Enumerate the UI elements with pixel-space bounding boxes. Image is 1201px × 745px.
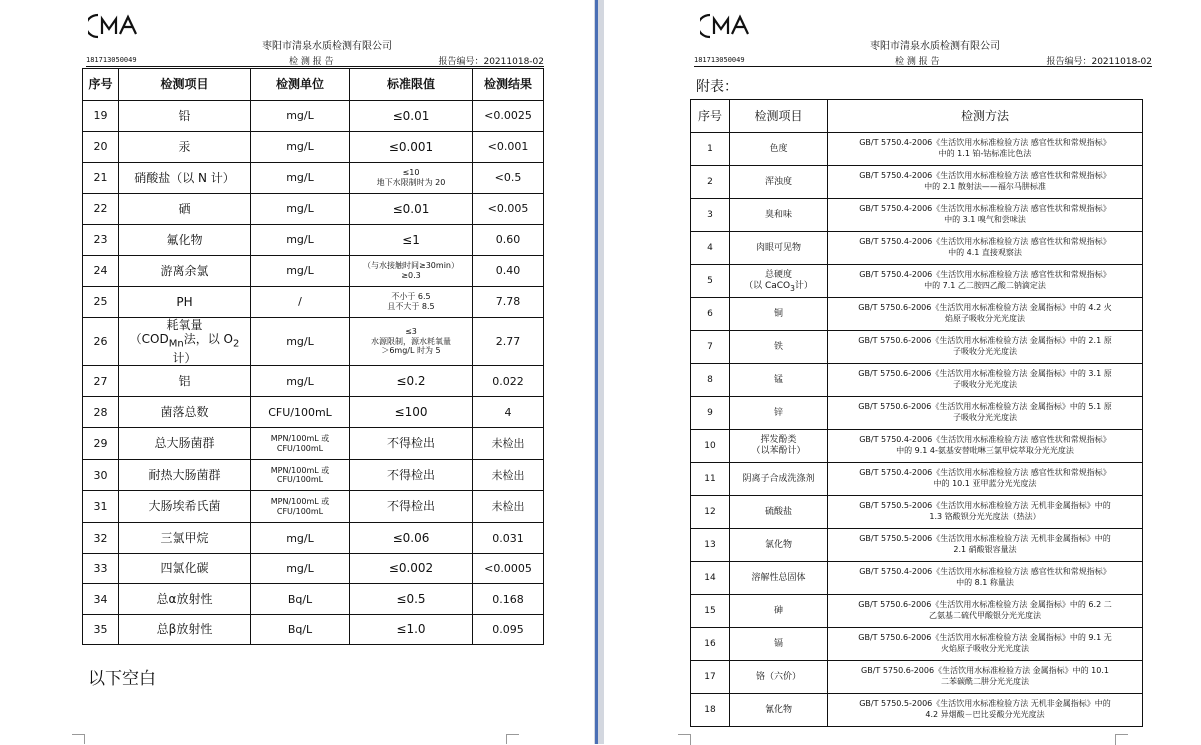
item-name: 阴离子合成洗涤剂 — [730, 463, 828, 496]
table-row — [691, 562, 1143, 595]
item-name: 大肠埃希氏菌 — [119, 491, 251, 523]
unit-value: mg/L — [251, 194, 350, 225]
unit-value: mg/L — [251, 554, 350, 584]
table-row — [691, 298, 1143, 331]
report-title: 检 测 报 告 — [895, 57, 940, 67]
limit-value: 不小于 6.5 且不大于 8.5 — [350, 287, 473, 318]
table-row — [691, 661, 1143, 694]
limit-value: ≤3 水源限制，源水耗氧量 ＞6mg/L 时为 5 — [350, 318, 473, 366]
item-name: 三氯甲烷 — [119, 523, 251, 554]
limit-value: ≤1.0 — [350, 615, 473, 645]
table-row — [691, 430, 1143, 463]
table-row — [691, 595, 1143, 628]
row-number: 4 — [691, 232, 730, 265]
results-table-header — [83, 69, 544, 101]
table-row — [83, 101, 544, 132]
cert-code: 181713050049 — [694, 56, 745, 64]
method-text: GB/T 5750.6-2006《生活饮用水标准检验方法 金属指标》中的 9.1 无 火焰原子吸收分光光度法 — [828, 628, 1143, 661]
item-name: 铅 — [119, 101, 251, 132]
cert-code: 181713050049 — [86, 56, 137, 64]
report-number: 报告编号：20211018-02 — [1046, 57, 1152, 67]
item-name: 臭和味 — [730, 199, 828, 232]
table-row — [691, 199, 1143, 232]
item-subscript: Mn — [168, 338, 184, 350]
result-value: 0.031 — [473, 523, 544, 554]
row-number: 22 — [83, 194, 119, 225]
method-text: GB/T 5750.6-2006《生活饮用水标准检验方法 金属指标》中的 2.1 原 子吸收分光光度法 — [828, 331, 1143, 364]
unit-value: mg/L — [251, 101, 350, 132]
table-row — [691, 232, 1143, 265]
limit-value: 不得检出 — [350, 491, 473, 523]
method-text: GB/T 5750.5-2006《生活饮用水标准检验方法 无机非金属指标》中的 4.2 异烟酸－巴比妥酸分光光度法 — [828, 694, 1143, 727]
item-name: 浑浊度 — [730, 166, 828, 199]
item-name-part: 法，以 O — [183, 332, 233, 347]
row-number: 2 — [691, 166, 730, 199]
row-number: 17 — [691, 661, 730, 694]
result-value: <0.005 — [473, 194, 544, 225]
table-row — [83, 460, 544, 491]
item-name: 铁 — [730, 331, 828, 364]
header-limit: 标准限值 — [350, 69, 473, 101]
limit-value: ≤0.01 — [350, 101, 473, 132]
header-rule — [86, 66, 544, 67]
item-name: 氰化物 — [730, 694, 828, 727]
row-number: 28 — [83, 397, 119, 428]
report-number: 报告编号：20211018-02 — [438, 57, 544, 67]
item-name: 锰 — [730, 364, 828, 397]
row-number: 5 — [691, 265, 730, 298]
result-value: 0.40 — [473, 256, 544, 287]
result-value: 未检出 — [473, 460, 544, 491]
unit-value: mg/L — [251, 256, 350, 287]
item-name: 挥发酚类 （以苯酚计） — [730, 430, 828, 463]
table-row — [83, 194, 544, 225]
item-name-part: 耗氧量 （COD — [129, 318, 203, 347]
table-row — [83, 256, 544, 287]
results-table — [82, 68, 544, 645]
row-number: 14 — [691, 562, 730, 595]
row-number: 12 — [691, 496, 730, 529]
row-number: 21 — [83, 163, 119, 194]
result-value: <0.0005 — [473, 554, 544, 584]
item-subscript: 2 — [232, 338, 240, 350]
report-header — [86, 54, 544, 66]
result-value: 7.78 — [473, 287, 544, 318]
table-row — [83, 287, 544, 318]
item-name-part: 计） — [794, 280, 813, 291]
table-row — [691, 463, 1143, 496]
method-text: GB/T 5750.4-2006《生活饮用水标准检验方法 感官性状和常规指标》 中的 4.1 直接观察法 — [828, 232, 1143, 265]
methods-table — [690, 99, 1143, 727]
table-row — [83, 366, 544, 397]
result-value: <0.001 — [473, 132, 544, 163]
row-number: 20 — [83, 132, 119, 163]
company-name: 枣阳市清泉水质检测有限公司 — [870, 41, 1000, 52]
table-row — [83, 428, 544, 460]
method-text: GB/T 5750.4-2006《生活饮用水标准检验方法 感官性状和常规指标》 中的 2.1 散射法——福尔马肼标准 — [828, 166, 1143, 199]
method-text: GB/T 5750.6-2006《生活饮用水标准检验方法 金属指标》中的 4.2 火 焰原子吸收分光光度法 — [828, 298, 1143, 331]
method-text: GB/T 5750.6-2006《生活饮用水标准检验方法 金属指标》中的 3.1 原 子吸收分光光度法 — [828, 364, 1143, 397]
limit-value: ≤1 — [350, 225, 473, 256]
report-header — [694, 54, 1152, 66]
item-name: 总β放射性 — [119, 615, 251, 645]
row-number: 33 — [83, 554, 119, 584]
row-number: 23 — [83, 225, 119, 256]
item-name: 总α放射性 — [119, 584, 251, 615]
result-value: 0.022 — [473, 366, 544, 397]
item-name: 硝酸盐（以 N 计） — [119, 163, 251, 194]
unit-value: MPN/100mL 或 CFU/100mL — [251, 428, 350, 460]
limit-value: 不得检出 — [350, 460, 473, 491]
unit-value: MPN/100mL 或 CFU/100mL — [251, 460, 350, 491]
row-number: 25 — [83, 287, 119, 318]
cma-logo — [88, 12, 144, 40]
unit-value: Bq/L — [251, 584, 350, 615]
blank-note: 以下空白 — [88, 669, 156, 689]
margin-mark — [506, 734, 519, 744]
table-row — [83, 318, 544, 366]
limit-value: ≤0.001 — [350, 132, 473, 163]
limit-value: 不得检出 — [350, 428, 473, 460]
item-name: 溶解性总固体 — [730, 562, 828, 595]
row-number: 1 — [691, 133, 730, 166]
item-name: 硒 — [119, 194, 251, 225]
row-number: 9 — [691, 397, 730, 430]
limit-value: ≤0.2 — [350, 366, 473, 397]
unit-value: mg/L — [251, 523, 350, 554]
row-number: 6 — [691, 298, 730, 331]
table-row — [83, 132, 544, 163]
result-value: 0.60 — [473, 225, 544, 256]
item-name: 氟化物 — [119, 225, 251, 256]
header-unit: 检测单位 — [251, 69, 350, 101]
item-subscript: 3 — [790, 283, 795, 293]
table-row — [83, 615, 544, 645]
header-item: 检测项目 — [119, 69, 251, 101]
table-row — [691, 694, 1143, 727]
table-row — [83, 554, 544, 584]
item-name: 总大肠菌群 — [119, 428, 251, 460]
unit-value: MPN/100mL 或 CFU/100mL — [251, 491, 350, 523]
result-value: 未检出 — [473, 428, 544, 460]
row-number: 19 — [83, 101, 119, 132]
item-name: 肉眼可见物 — [730, 232, 828, 265]
row-number: 27 — [83, 366, 119, 397]
table-row — [691, 496, 1143, 529]
row-number: 35 — [83, 615, 119, 645]
item-name: 铝 — [119, 366, 251, 397]
item-name: 色度 — [730, 133, 828, 166]
unit-value: mg/L — [251, 366, 350, 397]
row-number: 7 — [691, 331, 730, 364]
limit-value: （与水接触时间≥30min） ≥0.3 — [350, 256, 473, 287]
limit-value: ≤100 — [350, 397, 473, 428]
item-name: 锌 — [730, 397, 828, 430]
result-value: 2.77 — [473, 318, 544, 366]
report-title: 检 测 报 告 — [289, 57, 334, 67]
limit-value: ≤0.002 — [350, 554, 473, 584]
method-text: GB/T 5750.4-2006《生活饮用水标准检验方法 感官性状和常规指标》 中的 7.1 乙二胺四乙酸二钠滴定法 — [828, 265, 1143, 298]
unit-value: mg/L — [251, 163, 350, 194]
row-number: 13 — [691, 529, 730, 562]
item-name — [119, 318, 251, 366]
header-item: 检测项目 — [730, 100, 828, 133]
method-text: GB/T 5750.5-2006《生活饮用水标准检验方法 无机非金属指标》中的 2.1 硝酸银容量法 — [828, 529, 1143, 562]
margin-mark — [72, 734, 85, 744]
table-row — [691, 265, 1143, 298]
row-number: 29 — [83, 428, 119, 460]
row-number: 3 — [691, 199, 730, 232]
method-text: GB/T 5750.6-2006《生活饮用水标准检验方法 金属指标》中的 6.2 二 乙氨基二硫代甲酸银分光光度法 — [828, 595, 1143, 628]
row-number: 26 — [83, 318, 119, 366]
table-row — [691, 166, 1143, 199]
method-text: GB/T 5750.6-2006《生活饮用水标准检验方法 金属指标》中的 10.1 二苯碳酰二肼分光光度法 — [828, 661, 1143, 694]
limit-value: ≤0.01 — [350, 194, 473, 225]
row-number: 15 — [691, 595, 730, 628]
unit-value: mg/L — [251, 225, 350, 256]
unit-value: mg/L — [251, 132, 350, 163]
page-divider — [594, 0, 604, 744]
cma-seal-icon — [88, 12, 144, 40]
result-value: 0.095 — [473, 615, 544, 645]
table-row — [83, 584, 544, 615]
item-name: 铜 — [730, 298, 828, 331]
item-name: 汞 — [119, 132, 251, 163]
item-name: 氯化物 — [730, 529, 828, 562]
row-number: 24 — [83, 256, 119, 287]
item-name: 镉 — [730, 628, 828, 661]
result-value: <0.5 — [473, 163, 544, 194]
header-result: 检测结果 — [473, 69, 544, 101]
header-rule — [694, 66, 1152, 67]
limit-value: ≤0.5 — [350, 584, 473, 615]
result-value: <0.0025 — [473, 101, 544, 132]
item-name-part: 计） — [172, 350, 197, 365]
header-no: 序号 — [691, 100, 730, 133]
unit-value: CFU/100mL — [251, 397, 350, 428]
margin-mark — [678, 734, 691, 745]
company-name: 枣阳市清泉水质检测有限公司 — [262, 41, 392, 52]
row-number: 32 — [83, 523, 119, 554]
row-number: 31 — [83, 491, 119, 523]
method-text: GB/T 5750.4-2006《生活饮用水标准检验方法 感官性状和常规指标》 中的 3.1 嗅气和尝味法 — [828, 199, 1143, 232]
table-row — [83, 523, 544, 554]
item-name-part: 总硬度 （以 CaCO — [744, 269, 792, 291]
table-row — [691, 397, 1143, 430]
unit-value: / — [251, 287, 350, 318]
method-text: GB/T 5750.5-2006《生活饮用水标准检验方法 无机非金属指标》中的 1.3 铬酸钡分光光度法（热法） — [828, 496, 1143, 529]
report-page-left — [0, 0, 594, 744]
method-text: GB/T 5750.6-2006《生活饮用水标准检验方法 金属指标》中的 5.1 原 子吸收分光光度法 — [828, 397, 1143, 430]
unit-value: Bq/L — [251, 615, 350, 645]
table-row — [691, 529, 1143, 562]
table-row — [83, 163, 544, 194]
row-number: 30 — [83, 460, 119, 491]
table-row — [691, 628, 1143, 661]
row-number: 11 — [691, 463, 730, 496]
cma-seal-icon — [700, 12, 756, 40]
item-name: 硫酸盐 — [730, 496, 828, 529]
item-name: 游离余氯 — [119, 256, 251, 287]
item-name: 耐热大肠菌群 — [119, 460, 251, 491]
result-value: 未检出 — [473, 491, 544, 523]
row-number: 10 — [691, 430, 730, 463]
limit-value: ≤10 地下水限制时为 20 — [350, 163, 473, 194]
result-value: 4 — [473, 397, 544, 428]
method-text: GB/T 5750.4-2006《生活饮用水标准检验方法 感官性状和常规指标》 中的 9.1 4-氨基安替吡啉三氯甲烷萃取分光光度法 — [828, 430, 1143, 463]
result-value: 0.168 — [473, 584, 544, 615]
table-row — [691, 331, 1143, 364]
item-name: PH — [119, 287, 251, 318]
methods-table-header — [691, 100, 1143, 133]
appendix-label: 附表： — [696, 79, 738, 95]
table-row — [691, 133, 1143, 166]
row-number: 18 — [691, 694, 730, 727]
item-name: 菌落总数 — [119, 397, 251, 428]
table-row — [83, 397, 544, 428]
method-text: GB/T 5750.4-2006《生活饮用水标准检验方法 感官性状和常规指标》 中的 10.1 亚甲蓝分光光度法 — [828, 463, 1143, 496]
header-no: 序号 — [83, 69, 119, 101]
table-row — [83, 491, 544, 523]
unit-value: mg/L — [251, 318, 350, 366]
row-number: 16 — [691, 628, 730, 661]
item-name: 砷 — [730, 595, 828, 628]
item-name: 四氯化碳 — [119, 554, 251, 584]
limit-value: ≤0.06 — [350, 523, 473, 554]
item-name: 铬（六价） — [730, 661, 828, 694]
method-text: GB/T 5750.4-2006《生活饮用水标准检验方法 感官性状和常规指标》 中的 8.1 称量法 — [828, 562, 1143, 595]
table-row — [691, 364, 1143, 397]
row-number: 34 — [83, 584, 119, 615]
item-name — [730, 265, 828, 298]
method-text: GB/T 5750.4-2006《生活饮用水标准检验方法 感官性状和常规指标》 中的 1.1 铂-钴标准比色法 — [828, 133, 1143, 166]
table-row — [83, 225, 544, 256]
cma-logo — [700, 12, 756, 40]
row-number: 8 — [691, 364, 730, 397]
header-method: 检测方法 — [828, 100, 1143, 133]
margin-mark — [1115, 734, 1128, 745]
